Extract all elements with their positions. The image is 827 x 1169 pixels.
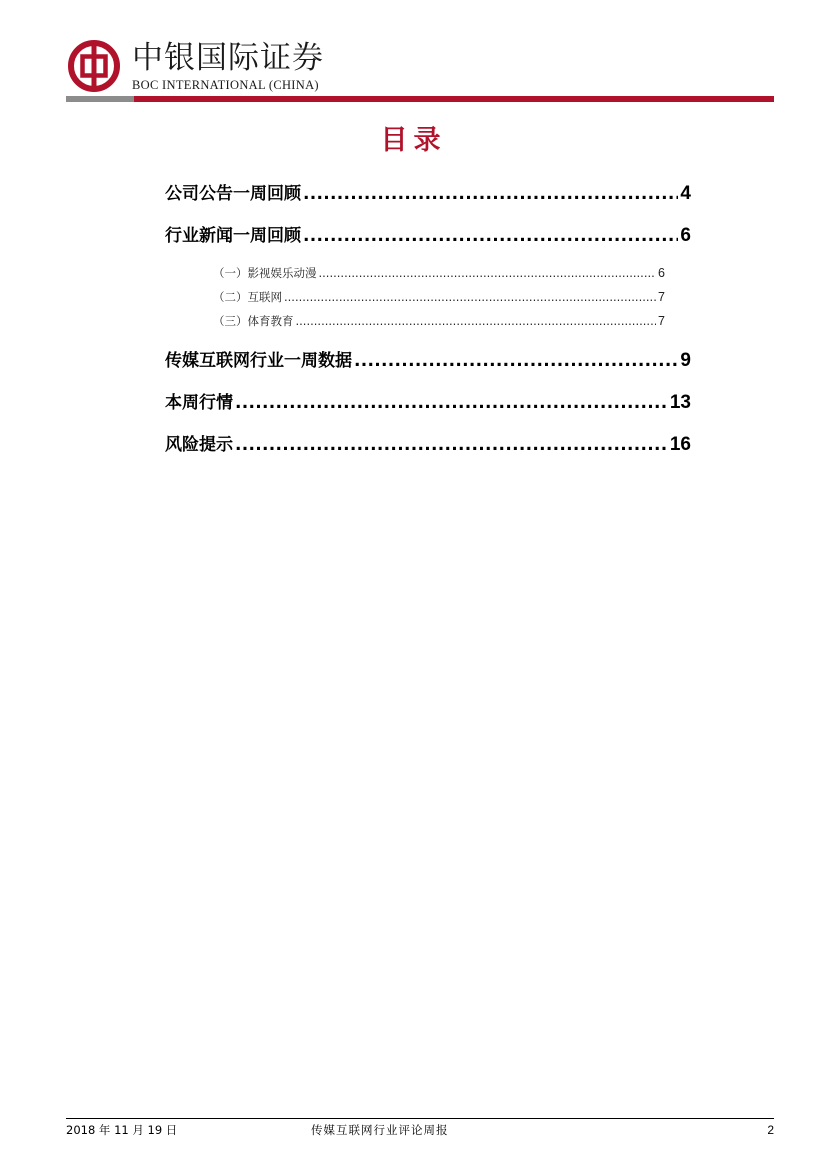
toc-entry-label: 行业新闻一周回顾 xyxy=(165,226,301,246)
toc-title: 目录 xyxy=(380,125,447,156)
footer-date: 2018 年 11 月 19 日 xyxy=(66,1123,178,1137)
toc-entry-page: 6 xyxy=(680,225,691,246)
brand-name-english: BOC INTERNATIONAL (CHINA) xyxy=(132,78,319,92)
toc-entry-page: 4 xyxy=(680,183,691,204)
toc-subentry-page: 6 xyxy=(658,266,665,280)
toc-subentry-label: （一）影视娱乐动漫 xyxy=(213,266,317,280)
toc-entry-page: 9 xyxy=(680,350,691,371)
toc-entry[interactable] xyxy=(165,389,691,417)
toc-leader-dots xyxy=(284,287,656,307)
toc-entry-label: 公司公告一周回顾 xyxy=(165,184,301,204)
toc-entry-page: 16 xyxy=(669,434,691,455)
boc-coin-logo-icon xyxy=(68,40,120,92)
toc-subentry-page: 7 xyxy=(658,290,665,304)
toc-entry-label: 传媒互联网行业一周数据 xyxy=(165,351,352,371)
toc-entry[interactable] xyxy=(165,222,691,250)
toc-entry-page: 13 xyxy=(669,392,691,413)
footer-page-number: 2 xyxy=(767,1123,774,1137)
toc-leader-dots xyxy=(354,347,678,375)
toc-leader-dots xyxy=(303,180,678,208)
toc-leader-dots xyxy=(303,222,678,250)
toc-subentry-label: （三）体育教育 xyxy=(213,314,294,328)
toc-leader-dots xyxy=(235,389,668,417)
toc-subentry-label: （二）互联网 xyxy=(213,290,282,304)
toc-leader-dots xyxy=(235,431,668,459)
footer-report-title: 传媒互联网行业评论周报 xyxy=(311,1123,449,1137)
toc-leader-dots xyxy=(319,263,657,283)
toc-subentry[interactable] xyxy=(213,263,665,283)
page-header xyxy=(66,36,774,102)
brand-name-chinese: 中银国际证券 xyxy=(132,40,324,76)
toc-subentry-page: 7 xyxy=(658,314,665,328)
toc-entry[interactable] xyxy=(165,347,691,375)
toc-entry-label: 本周行情 xyxy=(165,393,233,413)
toc-subentry[interactable] xyxy=(213,287,665,307)
toc-leader-dots xyxy=(296,311,657,331)
toc-entry-label: 风险提示 xyxy=(165,435,233,455)
toc-subentry[interactable] xyxy=(213,311,665,331)
header-rule-grey xyxy=(66,96,134,102)
header-rule-red xyxy=(134,96,774,102)
toc-entry[interactable] xyxy=(165,180,691,208)
toc-entry[interactable] xyxy=(165,431,691,459)
footer-rule xyxy=(66,1118,774,1119)
